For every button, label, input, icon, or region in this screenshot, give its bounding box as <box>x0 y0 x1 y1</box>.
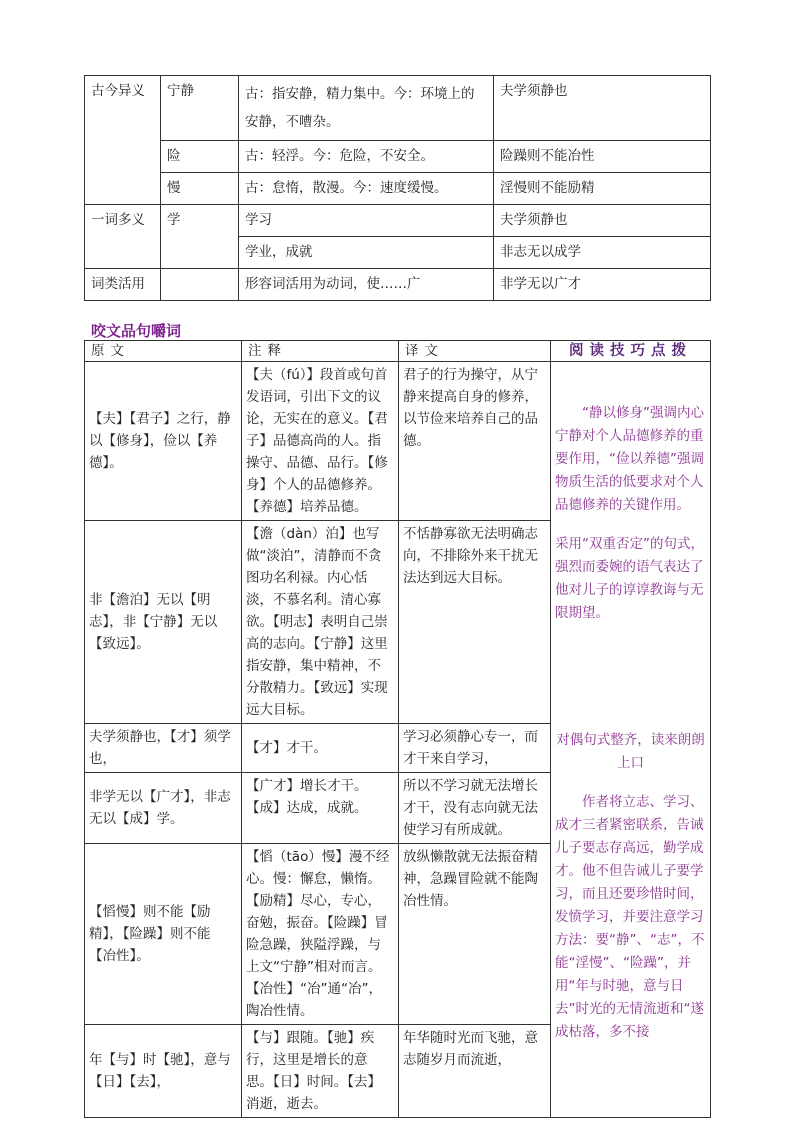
section-title: 咬文品句嚼词 <box>91 322 182 340</box>
example-cell: 非志无以成学 <box>494 237 711 269</box>
example-cell: 夫学须静也 <box>494 76 711 141</box>
word-cell: 险 <box>161 141 239 173</box>
translation-cell: 学习必须静心专一，而才干来自学习， <box>399 724 551 773</box>
header-translation: 译文 <box>399 341 551 362</box>
category-cell: 一词多义 <box>85 205 161 269</box>
table-row <box>85 141 711 173</box>
tip-text: 采用“双重否定”的句式，强烈而委婉的语气表达了他对儿子的谆谆教诲与无限期望。 <box>555 536 704 621</box>
original-cell: 【慆慢】则不能【励精】，【险躁】则不能【冶性】。 <box>85 844 242 1025</box>
example-cell: 夫学须静也 <box>494 205 711 237</box>
meaning-cell: 学业，成就 <box>239 237 494 269</box>
tip-text: “静以修身”强调内心宁静对个人品德修养的重要作用，“俭以养德”强调物质生活的低要求对个人品德修养的关键作用。 <box>555 405 704 513</box>
example-cell: 险躁则不能冶性 <box>494 141 711 173</box>
category-cell: 词类活用 <box>85 269 161 301</box>
notes-cell: 【与】跟随。【驰】疾行，这里是增长的意思。【日】时间。【去】消逝，逝去。 <box>242 1025 399 1118</box>
header-tips: 阅读技巧点拨 <box>551 341 711 362</box>
original-cell: 夫学须静也，【才】须学也， <box>85 724 242 773</box>
translation-cell: 所以不学习就无法增长才干，没有志向就无法使学习有所成就。 <box>399 773 551 844</box>
meaning-cell: 古：怠惰，散漫。今：速度缓慢。 <box>239 173 494 205</box>
table-row <box>85 205 711 237</box>
notes-cell: 【才】才干。 <box>242 724 399 773</box>
word-cell: 学 <box>161 205 239 269</box>
tip-text: 作者将立志、学习、成才三者紧密联系，告诫儿子要志存高远，勤学成才。他不但告诫儿子要学习，而且还要珍惜时间，发愤学习，并要注意学习方法：要“静”、“志”，不能“淫慢”、“险躁”，并用“年与时驰，意与日去”时光的无情流逝和“遂成枯落，多不接 <box>555 794 705 1040</box>
example-cell: 淫慢则不能励精 <box>494 173 711 205</box>
header-original: 原文 <box>85 341 242 362</box>
tips-cell <box>551 362 711 1118</box>
word-cell: 慢 <box>161 173 239 205</box>
table-row <box>85 269 711 301</box>
vocab-table <box>84 75 711 301</box>
translation-cell: 年华随时光而飞驰，意志随岁月而流逝， <box>399 1025 551 1118</box>
example-cell: 非学无以广才 <box>494 269 711 301</box>
meaning-cell: 古：轻浮。今：危险，不安全。 <box>239 141 494 173</box>
translation-cell: 君子的行为操守，从宁静来提高自身的修养，以节俭来培养自己的品德。 <box>399 362 551 521</box>
table-header-row <box>85 341 711 362</box>
category-cell: 古今异义 <box>85 76 161 205</box>
notes-cell: 【澹（dàn）泊】也写做“淡泊”，清静而不贪图功名利禄。内心恬淡，不慕名利。清心寡欲。【明志】表明自己崇高的志向。【宁静】这里指安静，集中精神，不分散精力。【致远】实现远大目标。 <box>242 521 399 724</box>
word-cell: 宁静 <box>161 76 239 141</box>
table-row <box>85 76 711 141</box>
original-cell: 非【澹泊】无以【明志】，非【宁静】无以【致远】。 <box>85 521 242 724</box>
meaning-cell: 学习 <box>239 205 494 237</box>
original-cell: 非学无以【广才】，非志无以【成】学。 <box>85 773 242 844</box>
header-notes: 注释 <box>242 341 399 362</box>
tip-text: 对偶句式整齐，读来朗朗上口 <box>556 732 705 771</box>
original-cell: 年【与】时【驰】，意与【日】【去】， <box>85 1025 242 1118</box>
original-cell: 【夫】【君子】之行，静以【修身】，俭以【养德】。 <box>85 362 242 521</box>
notes-cell: 【夫（fú）】段首或句首发语词，引出下文的议论，无实在的意义。【君子】品德高尚的人。指操守、品德、品行。【修身】个人的品德修养。【养德】培养品德。 <box>242 362 399 521</box>
table-row <box>85 173 711 205</box>
table-row <box>85 362 711 521</box>
notes-cell: 【慆（tāo）慢】漫不经心。慢：懈怠，懒惰。【励精】尽心，专心，奋勉，振奋。【险躁】冒险急躁，狭隘浮躁，与上文“宁静”相对而言。【冶性】“冶”通“冶”，陶冶性情。 <box>242 844 399 1025</box>
word-cell <box>161 269 239 301</box>
translation-cell: 放纵懒散就无法振奋精神，急躁冒险就不能陶冶性情。 <box>399 844 551 1025</box>
meaning-cell: 古：指安静，精力集中。今：环境上的安静，不嘈杂。 <box>239 76 494 141</box>
reading-table <box>84 340 711 1118</box>
translation-cell: 不恬静寡欲无法明确志向，不排除外来干扰无法达到远大目标。 <box>399 521 551 724</box>
notes-cell: 【广才】增长才干。【成】达成，成就。 <box>242 773 399 844</box>
meaning-cell: 形容词活用为动词，使……广 <box>239 269 494 301</box>
